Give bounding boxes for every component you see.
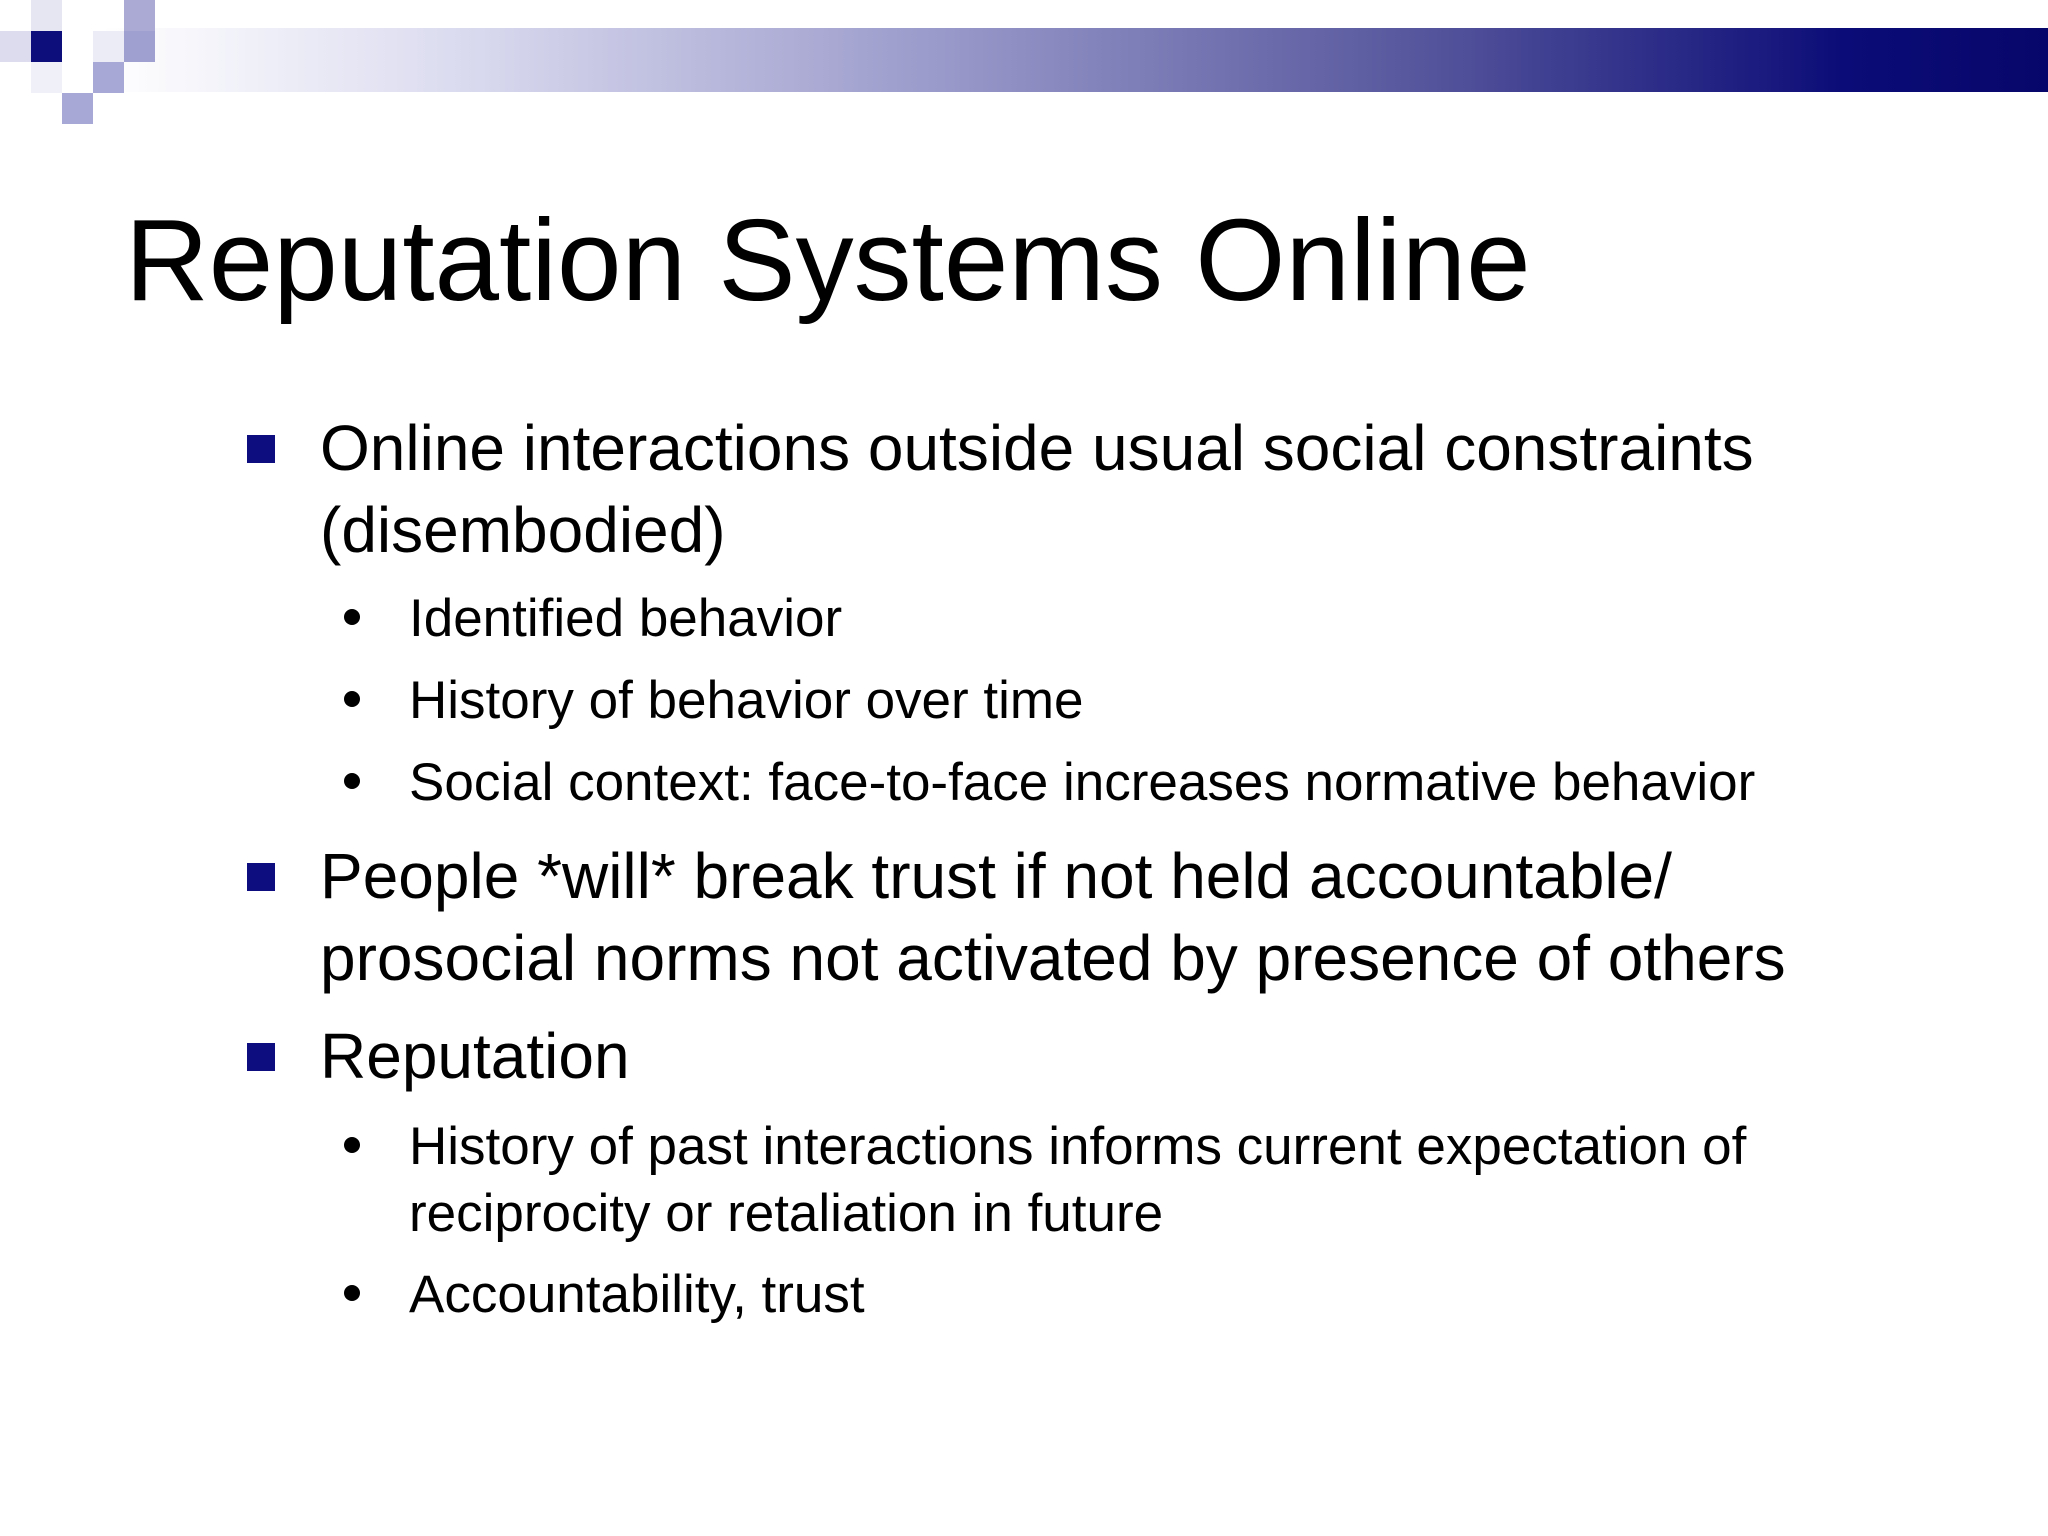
square-bullet-icon	[247, 435, 275, 463]
bullet-text: People *will* break trust if not held accountable/	[320, 840, 1672, 912]
round-bullet-icon	[344, 1285, 360, 1301]
bullet-text: Online interactions outside usual social constraints	[320, 412, 1754, 484]
corner-square	[124, 31, 155, 62]
sub-bullet-text: Identified behavior	[409, 589, 843, 648]
corner-square	[31, 62, 62, 93]
corner-square	[93, 62, 124, 93]
corner-square	[0, 0, 31, 31]
round-bullet-icon	[344, 1137, 360, 1153]
corner-square	[31, 0, 62, 31]
bullet-text: (disembodied)	[320, 494, 726, 566]
corner-square	[62, 93, 93, 124]
round-bullet-icon	[344, 609, 360, 625]
sub-bullet-text: History of past interactions informs current expectation of	[409, 1117, 1747, 1176]
sub-bullet-text: Social context: face-to-face increases normative behavior	[409, 753, 1756, 812]
corner-square	[124, 0, 155, 31]
header-band	[0, 28, 2048, 92]
corner-square	[31, 31, 62, 62]
square-bullet-icon	[247, 863, 275, 891]
square-bullet-icon	[247, 1043, 275, 1071]
slide-title: Reputation Systems Online	[125, 195, 1531, 325]
bullet-text: prosocial norms not activated by presence of others	[320, 922, 1786, 994]
round-bullet-icon	[344, 691, 360, 707]
round-bullet-icon	[344, 773, 360, 789]
corner-square	[93, 31, 124, 62]
sub-bullet-text: Accountability, trust	[409, 1265, 865, 1324]
corner-square	[0, 31, 31, 62]
sub-bullet-text: reciprocity or retaliation in future	[409, 1184, 1164, 1243]
sub-bullet-text: History of behavior over time	[409, 671, 1084, 730]
bullet-text: Reputation	[320, 1020, 630, 1092]
